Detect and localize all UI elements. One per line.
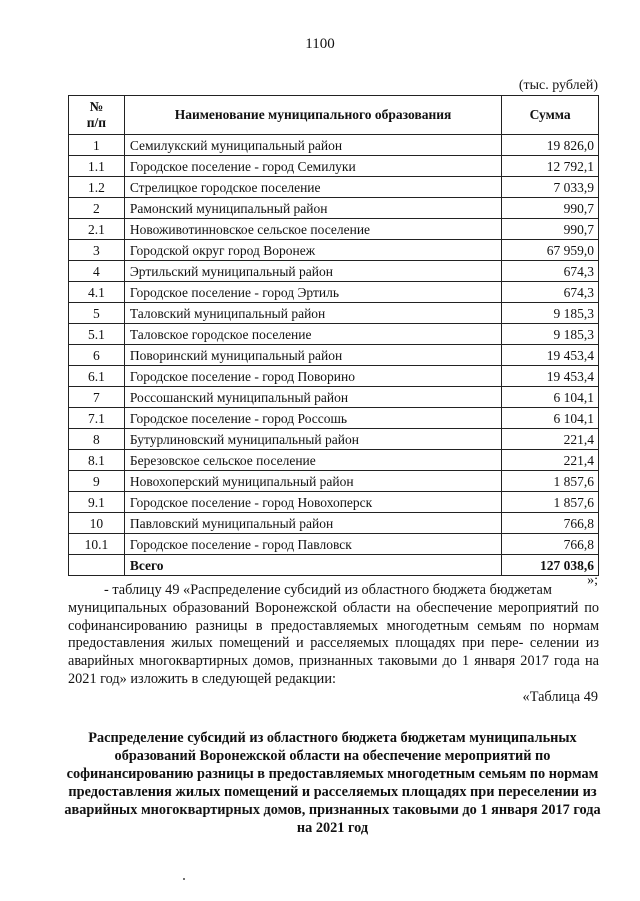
table-row xyxy=(69,492,599,513)
header-name: Наименование муниципального образования xyxy=(124,96,501,135)
row-sum: 1 857,6 xyxy=(502,492,599,513)
row-number: 1.1 xyxy=(69,156,125,177)
row-number: 9.1 xyxy=(69,492,125,513)
row-sum: 1 857,6 xyxy=(502,471,599,492)
table-row xyxy=(69,198,599,219)
row-sum: 19 826,0 xyxy=(502,135,599,156)
table-row xyxy=(69,513,599,534)
row-name: Новоживотинновское сельское поселение xyxy=(124,219,501,240)
row-name: Городское поселение - город Эртиль xyxy=(124,282,501,303)
row-number: 6 xyxy=(69,345,125,366)
row-number: 10 xyxy=(69,513,125,534)
row-name: Семилукский муниципальный район xyxy=(124,135,501,156)
row-number: 1 xyxy=(69,135,125,156)
row-number: 2 xyxy=(69,198,125,219)
unit-note: (тыс. рублей) xyxy=(518,78,598,93)
table-body xyxy=(69,135,599,555)
row-name: Городское поселение - город Россошь xyxy=(124,408,501,429)
table-row xyxy=(69,387,599,408)
row-name: Городское поселение - город Новохоперск xyxy=(124,492,501,513)
row-name: Городское поселение - город Павловск xyxy=(124,534,501,555)
row-number: 4.1 xyxy=(69,282,125,303)
table-row xyxy=(69,324,599,345)
table-row xyxy=(69,366,599,387)
table-row xyxy=(69,282,599,303)
table-row xyxy=(69,345,599,366)
row-sum: 766,8 xyxy=(502,534,599,555)
paragraph-body: муниципальных образований Воронежской области на обеспечение мероприятий по софинансированию разницы в предоставляемых многодетным семьям по нормам предоставления жилых помещений и расселяемых площадях при пере- селении из аварийных многоквартирных домов, признанных таковыми до 1 января 2017 года на 2021 год» изложить в следующей редакции: xyxy=(68,599,599,687)
table-row xyxy=(69,177,599,198)
table-heading: Распределение субсидий из областного бюджета бюджетам муниципальных образований Воронежской области на обеспечение мероприятий по софинансированию разницы в предоставляемых многодетным семьям по нормам предоставления жилых помещений и расселяемых площадях при переселении из аварийных многоквартирных домов, признанных таковыми до 1 января 2017 года на 2021 год xyxy=(64,730,601,836)
row-sum: 990,7 xyxy=(502,219,599,240)
row-name: Городской округ город Воронеж xyxy=(124,240,501,261)
row-sum: 19 453,4 xyxy=(502,345,599,366)
row-sum: 12 792,1 xyxy=(502,156,599,177)
row-sum: 67 959,0 xyxy=(502,240,599,261)
row-name: Эртильский муниципальный район xyxy=(124,261,501,282)
row-name: Стрелицкое городское поселение xyxy=(124,177,501,198)
row-name: Россошанский муниципальный район xyxy=(124,387,501,408)
row-number: 3 xyxy=(69,240,125,261)
row-sum: 9 185,3 xyxy=(502,303,599,324)
row-sum: 990,7 xyxy=(502,198,599,219)
row-number: 7.1 xyxy=(69,408,125,429)
row-name: Рамонский муниципальный район xyxy=(124,198,501,219)
row-sum: 6 104,1 xyxy=(502,408,599,429)
row-number: 9 xyxy=(69,471,125,492)
table-row xyxy=(69,429,599,450)
closing-quote: »; xyxy=(587,573,598,588)
total-row xyxy=(69,555,599,576)
header-num: № п/п xyxy=(69,96,125,135)
row-number: 8.1 xyxy=(69,450,125,471)
row-number: 6.1 xyxy=(69,366,125,387)
paragraph-first-line: - таблицу 49 «Распределение субсидий из областного бюджета бюджетам xyxy=(104,582,552,598)
table-reference: «Таблица 49 xyxy=(522,689,598,705)
row-number: 2.1 xyxy=(69,219,125,240)
subsidy-table xyxy=(68,95,599,576)
row-number: 8 xyxy=(69,429,125,450)
table-row xyxy=(69,219,599,240)
scan-speck xyxy=(183,878,185,880)
table-row xyxy=(69,534,599,555)
table-row xyxy=(69,240,599,261)
amendment-paragraph xyxy=(68,582,599,689)
row-sum: 674,3 xyxy=(502,282,599,303)
row-number: 7 xyxy=(69,387,125,408)
row-sum: 6 104,1 xyxy=(502,387,599,408)
row-name: Городское поселение - город Семилуки xyxy=(124,156,501,177)
row-sum: 674,3 xyxy=(502,261,599,282)
row-sum: 221,4 xyxy=(502,429,599,450)
row-name: Таловское городское поселение xyxy=(124,324,501,345)
row-number: 4 xyxy=(69,261,125,282)
row-number: 5.1 xyxy=(69,324,125,345)
row-name: Березовское сельское поселение xyxy=(124,450,501,471)
table-row xyxy=(69,408,599,429)
row-sum: 221,4 xyxy=(502,450,599,471)
row-sum: 19 453,4 xyxy=(502,366,599,387)
table-row xyxy=(69,303,599,324)
page-number: 1100 xyxy=(305,36,335,52)
row-sum: 9 185,3 xyxy=(502,324,599,345)
header-sum: Сумма xyxy=(502,96,599,135)
table-header-row xyxy=(69,96,599,135)
total-sum: 127 038,6 xyxy=(502,555,599,576)
table-row xyxy=(69,471,599,492)
table-row xyxy=(69,261,599,282)
row-name: Городское поселение - город Поворино xyxy=(124,366,501,387)
row-sum: 7 033,9 xyxy=(502,177,599,198)
row-name: Новохоперский муниципальный район xyxy=(124,471,501,492)
row-name: Павловский муниципальный район xyxy=(124,513,501,534)
row-number: 1.2 xyxy=(69,177,125,198)
row-name: Бутурлиновский муниципальный район xyxy=(124,429,501,450)
total-label: Всего xyxy=(124,555,501,576)
table-row xyxy=(69,450,599,471)
row-sum: 766,8 xyxy=(502,513,599,534)
row-number: 10.1 xyxy=(69,534,125,555)
row-name: Таловский муниципальный район xyxy=(124,303,501,324)
table-row xyxy=(69,156,599,177)
table-row xyxy=(69,135,599,156)
row-name: Поворинский муниципальный район xyxy=(124,345,501,366)
total-num-cell xyxy=(69,555,125,576)
row-number: 5 xyxy=(69,303,125,324)
